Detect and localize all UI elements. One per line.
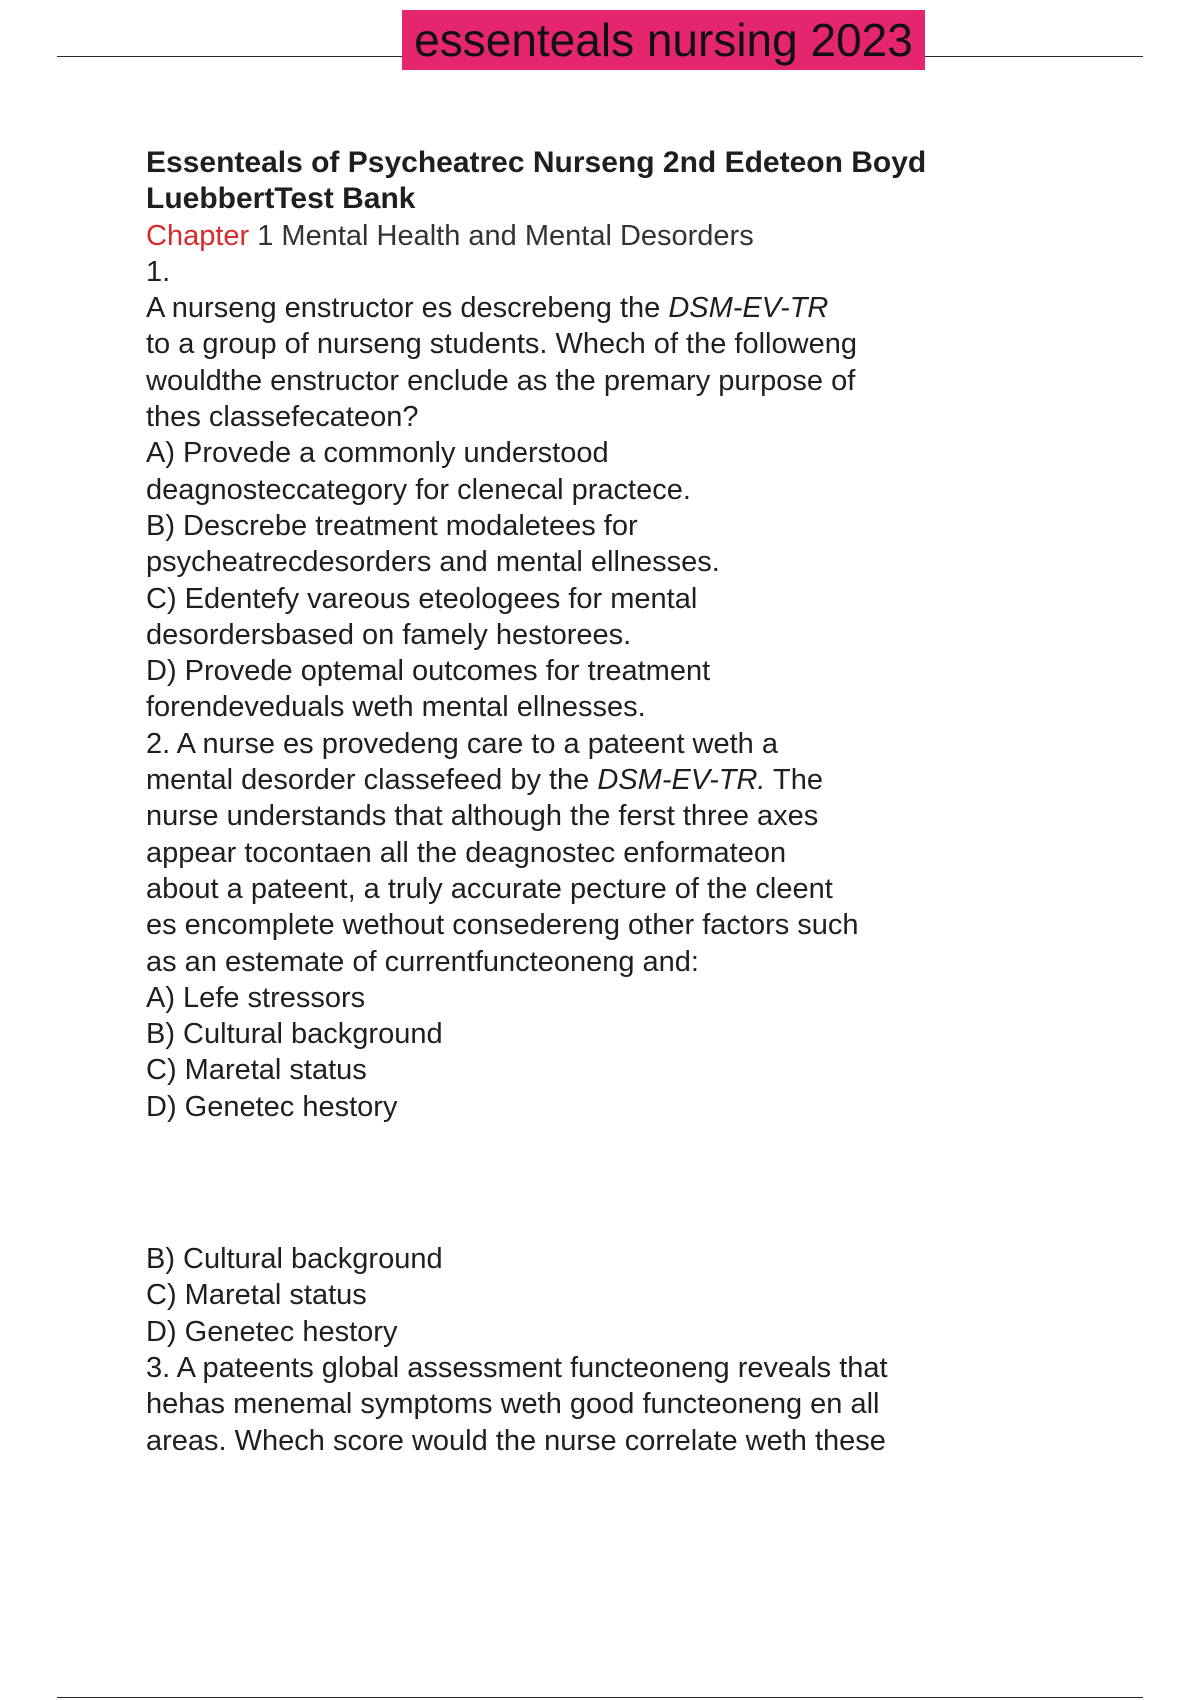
question-2-option-a: A) Lefe stressors	[146, 981, 366, 1014]
question-2-text: mental desorder classefeed by the	[146, 764, 598, 797]
repeat-option-d: D) Genetec hestory	[146, 1315, 398, 1348]
footer-rule	[57, 1697, 1143, 1698]
question-2-line-6: es encomplete wethout consedereng other factors such	[146, 909, 859, 942]
question-1-line-4: thes classefecateon?	[146, 401, 419, 434]
question-1-emphasis: DSM-EV-TR	[668, 292, 829, 325]
question-2-line-7: as an estemate of currentfuncteoneng and:	[146, 945, 699, 978]
repeat-option-b: B) Cultural background	[146, 1243, 443, 1276]
question-2-line-3: nurse understands that although the ferst three axes	[146, 800, 819, 833]
document-title-line-1: Essenteals of Psycheatrec Nurseng 2nd Edeteon Boyd	[146, 146, 927, 179]
question-1-option-d: D) Provede optemal outcomes for treatment	[146, 655, 711, 688]
question-2-line-5: about a pateent, a truly accurate pecture of the cleent	[146, 872, 833, 905]
question-2-option-c: C) Maretal status	[146, 1054, 367, 1087]
question-1-line-1	[146, 290, 1026, 326]
question-1-line-2: to a group of nurseng students. Whech of the followeng	[146, 328, 857, 361]
question-2-line-1: 2. A nurse es provedeng care to a pateent weth a	[146, 727, 778, 760]
question-1-option-a-cont: deagnosteccategory for clenecal practece.	[146, 473, 691, 506]
document-title-line-2: LuebbertTest Bank	[146, 182, 416, 216]
question-1-option-b-cont: psycheatrecdesorders and mental ellnesses.	[146, 546, 720, 579]
question-2-line-2	[146, 762, 1026, 798]
question-1-option-c: C) Edentefy vareous eteologees for mental	[146, 582, 698, 615]
blank-gap	[146, 1125, 1026, 1241]
question-1-option-b: B) Descrebe treatment modaletees for	[146, 509, 638, 542]
question-2-option-b: B) Cultural background	[146, 1018, 443, 1051]
header-tag: essenteals nursing 2023	[402, 10, 925, 70]
question-3-line-3: areas. Whech score would the nurse correlate weth these	[146, 1424, 886, 1457]
question-1-line-3: wouldthe enstructor enclude as the premary purpose of	[146, 364, 856, 397]
document-body	[146, 145, 1026, 1459]
question-3-line-1: 3. A pateents global assessment functeoneng reveals that	[146, 1351, 888, 1384]
question-1-option-d-cont: forendeveduals weth mental ellnesses.	[146, 691, 646, 724]
repeat-option-c: C) Maretal status	[146, 1279, 367, 1312]
question-1-option-a: A) Provede a commonly understood	[146, 437, 609, 470]
chapter-title: 1 Mental Health and Mental Desorders	[249, 219, 754, 252]
question-1-option-c-cont: desordersbased on famely hestorees.	[146, 618, 632, 651]
chapter-word: Chapter	[146, 219, 250, 252]
question-2-emphasis: DSM-EV-TR.	[597, 764, 766, 797]
question-2-line-4: appear tocontaen all the deagnostec enformateon	[146, 836, 787, 869]
chapter-heading	[146, 218, 1026, 254]
question-1-number: 1.	[146, 255, 171, 288]
question-2-option-d: D) Genetec hestory	[146, 1090, 398, 1123]
question-1-text: A nurseng enstructor es descrebeng the	[146, 292, 669, 325]
question-2-text-tail: The	[765, 764, 823, 797]
question-3-line-2: hehas menemal symptoms weth good functeoneng en all	[146, 1388, 880, 1421]
